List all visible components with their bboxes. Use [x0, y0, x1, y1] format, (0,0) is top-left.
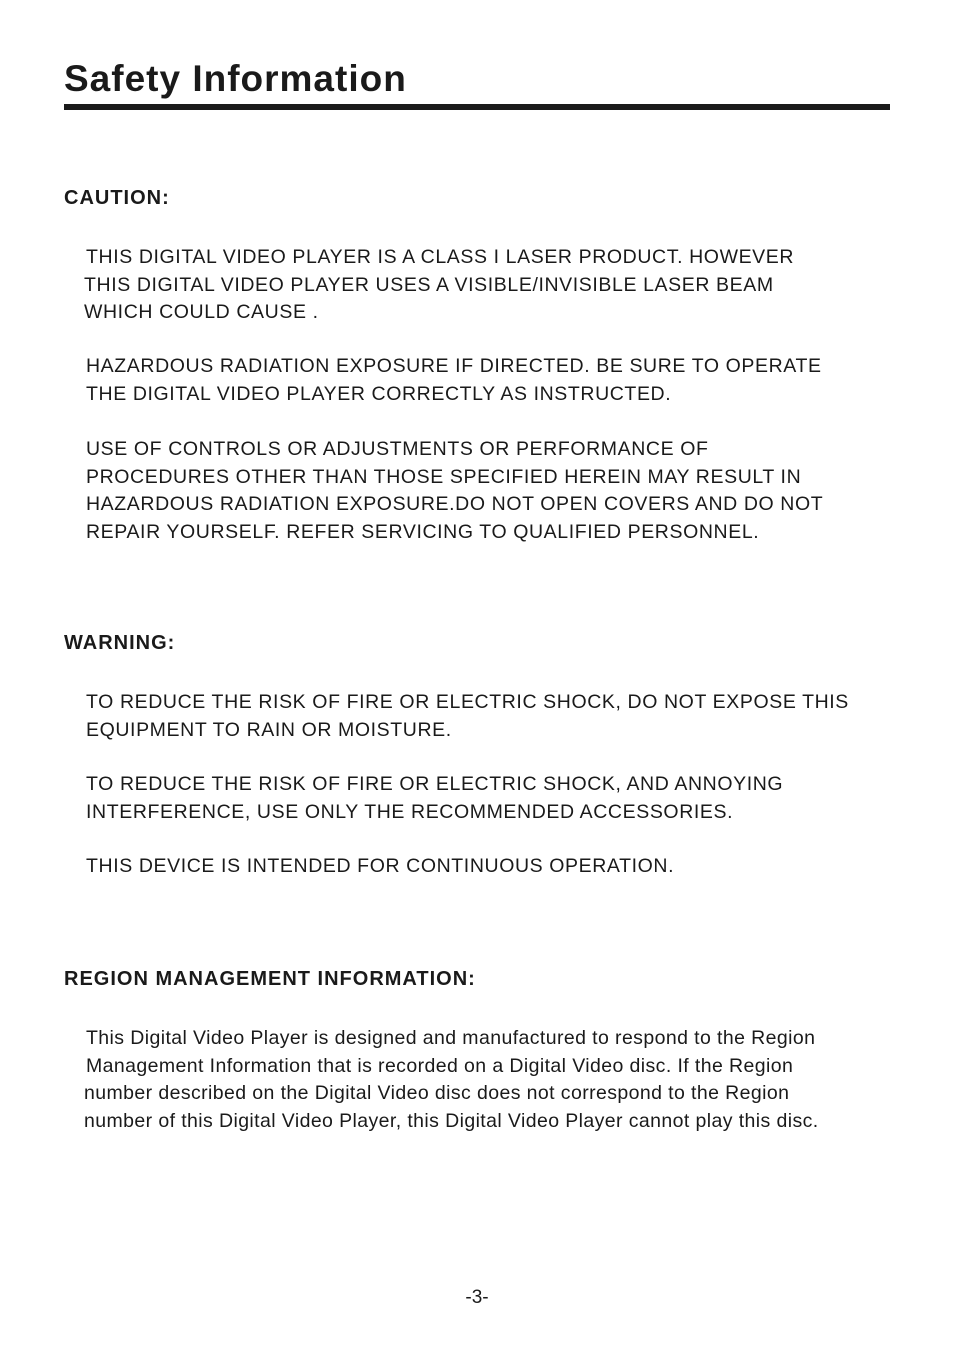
page-title: Safety Information: [64, 58, 407, 99]
caution-line: HAZARDOUS RADIATION EXPOSURE.DO NOT OPEN COVERS AND DO NOT: [86, 493, 824, 515]
caution-paragraph-controls: [86, 436, 823, 546]
region-line: number described on the Digital Video disc does not correspond to the Region: [84, 1082, 790, 1104]
caution-line: HAZARDOUS RADIATION EXPOSURE IF DIRECTED. BE SURE TO OPERATE: [86, 355, 822, 377]
warning-paragraph-continuous: [86, 853, 674, 881]
caution-paragraph-radiation: [86, 353, 822, 408]
caution-line: REPAIR YOURSELF. REFER SERVICING TO QUALIFIED PERSONNEL.: [86, 520, 760, 543]
region-line: This Digital Video Player is designed and manufactured to respond to the Region: [86, 1027, 816, 1049]
warning-line: TO REDUCE THE RISK OF FIRE OR ELECTRIC SHOCK, AND ANNOYING: [86, 773, 784, 795]
warning-line: TO REDUCE THE RISK OF FIRE OR ELECTRIC SHOCK, DO NOT EXPOSE THIS: [86, 691, 849, 713]
title-underline-rule: [64, 104, 890, 110]
page-number: -3-: [465, 1287, 489, 1308]
warning-line: EQUIPMENT TO RAIN OR MOISTURE.: [86, 718, 452, 741]
caution-line: THIS DIGITAL VIDEO PLAYER USES A VISIBLE/INVISIBLE LASER BEAM: [84, 273, 774, 296]
warning-heading: WARNING:: [64, 632, 176, 654]
caution-heading: CAUTION:: [64, 187, 170, 209]
caution-line: PROCEDURES OTHER THAN THOSE SPECIFIED HEREIN MAY RESULT IN: [86, 465, 802, 488]
caution-line: WHICH COULD CAUSE .: [84, 301, 319, 323]
region-line: number of this Digital Video Player, this Digital Video Player cannot play this disc.: [84, 1109, 819, 1132]
caution-line: USE OF CONTROLS OR ADJUSTMENTS OR PERFORMANCE OF: [86, 438, 709, 460]
region-line: Management Information that is recorded on a Digital Video disc. If the Region: [86, 1054, 794, 1077]
region-paragraph: [86, 1025, 819, 1135]
warning-paragraph-moisture: [86, 689, 849, 744]
caution-paragraph-laser-class: [86, 244, 794, 327]
caution-line: THE DIGITAL VIDEO PLAYER CORRECTLY AS INSTRUCTED.: [86, 382, 672, 405]
caution-line: THIS DIGITAL VIDEO PLAYER IS A CLASS I LASER PRODUCT. HOWEVER: [86, 246, 795, 268]
warning-line: INTERFERENCE, USE ONLY THE RECOMMENDED ACCESSORIES.: [86, 800, 734, 823]
region-heading: REGION MANAGEMENT INFORMATION:: [64, 968, 476, 990]
warning-line: THIS DEVICE IS INTENDED FOR CONTINUOUS OPERATION.: [86, 855, 675, 877]
warning-paragraph-accessories: [86, 771, 783, 826]
